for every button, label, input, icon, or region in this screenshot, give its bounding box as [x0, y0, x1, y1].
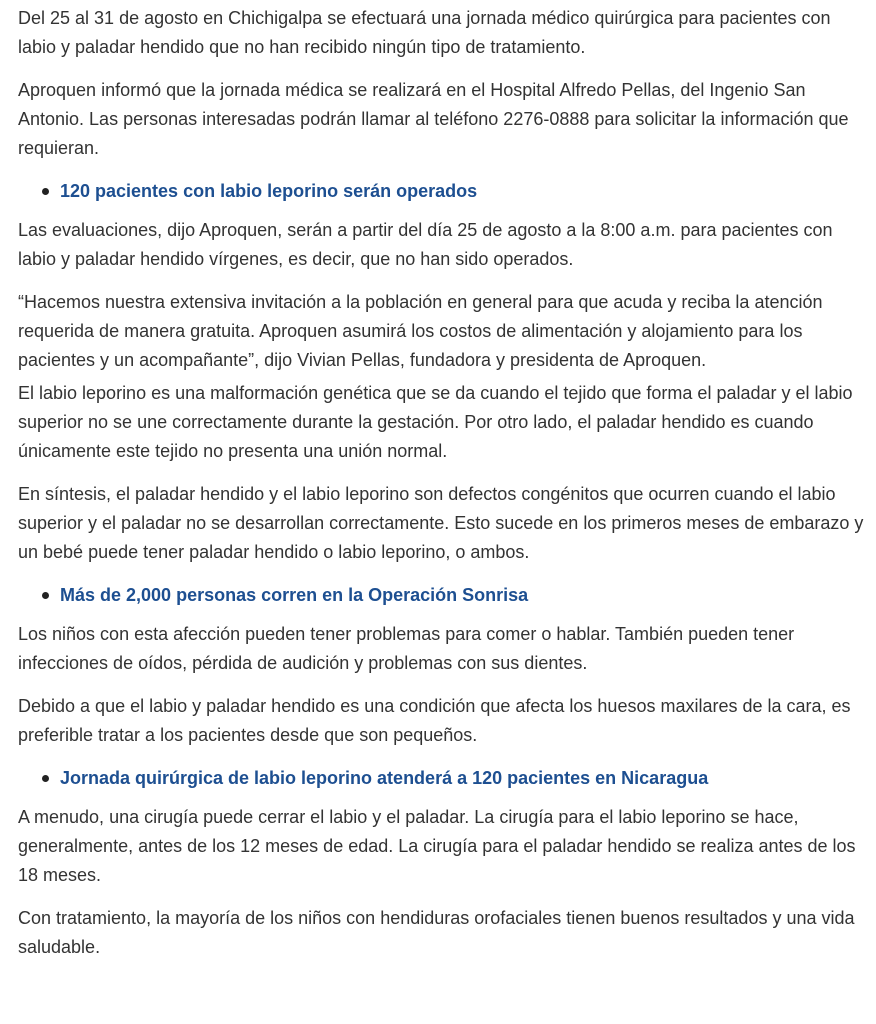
related-links-list [18, 177, 864, 206]
paragraph-quote: “Hacemos nuestra extensiva invitación a la población en general para que acuda y reciba la atención requerida de manera gratuita. Aproquen asumirá los costos de alimentación y alojamiento para los pacientes y un acompañante”, dijo Vivian Pellas, fundadora y presidenta de Aproquen. [18, 292, 823, 370]
related-link-item [42, 581, 864, 610]
paragraph-cirugia: A menudo, una cirugía puede cerrar el labio y el paladar. La cirugía para el labio leporino se hace, generalmente, antes de los 12 meses de edad. La cirugía para el paladar hendido se realiza antes de los 18 meses. [18, 807, 856, 885]
paragraph-tratamiento: Con tratamiento, la mayoría de los niños con hendiduras orofaciales tienen buenos resultados y una vida saludable. [18, 908, 855, 957]
related-links-list [18, 581, 864, 610]
related-link-operacion-sonrisa[interactable]: Más de 2,000 personas corren en la Operación Sonrisa [60, 585, 529, 605]
related-link-item [42, 177, 864, 206]
bullet-icon [42, 592, 49, 599]
bullet-icon [42, 775, 49, 782]
related-links-list [18, 764, 864, 793]
related-link-120-pacientes[interactable]: 120 pacientes con labio leporino serán operados [60, 181, 478, 201]
related-link-jornada-quirurgica[interactable]: Jornada quirúrgica de labio leporino atenderá a 120 pacientes en Nicaragua [60, 768, 709, 788]
paragraph-intro: Del 25 al 31 de agosto en Chichigalpa se efectuará una jornada médico quirúrgica para pacientes con labio y paladar hendido que no han recibido ningún tipo de tratamiento. [18, 8, 831, 57]
paragraph-evaluaciones: Las evaluaciones, dijo Aproquen, serán a partir del día 25 de agosto a la 8:00 a.m. para pacientes con labio y paladar hendido vírgenes, es decir, que no han sido operados. [18, 220, 833, 269]
paragraph-sintesis: En síntesis, el paladar hendido y el labio leporino son defectos congénitos que ocurren cuando el labio superior y el paladar no se desarrollan correctamente. Esto sucede en los primeros meses de embarazo y un bebé puede tener paladar hendido o labio leporino, o ambos. [18, 484, 864, 562]
paragraph-definicion: El labio leporino es una malformación genética que se da cuando el tejido que forma el paladar y el labio superior no se une correctamente durante la gestación. Por otro lado, el paladar hendido es cuando únicamente este tejido no presenta una unión normal. [18, 383, 853, 461]
paragraph-maxilares: Debido a que el labio y paladar hendido es una condición que afecta los huesos maxilares de la cara, es preferible tratar a los pacientes desde que son pequeños. [18, 696, 851, 745]
related-link-item [42, 764, 864, 793]
paragraph-problemas: Los niños con esta afección pueden tener problemas para comer o hablar. También pueden tener infecciones de oídos, pérdida de audición y problemas con sus dientes. [18, 624, 795, 673]
paragraph-hospital: Aproquen informó que la jornada médica se realizará en el Hospital Alfredo Pellas, del Ingenio San Antonio. Las personas interesadas podrán llamar al teléfono 2276-0888 para solicitar la información que requieran. [18, 80, 849, 158]
bullet-icon [42, 188, 49, 195]
